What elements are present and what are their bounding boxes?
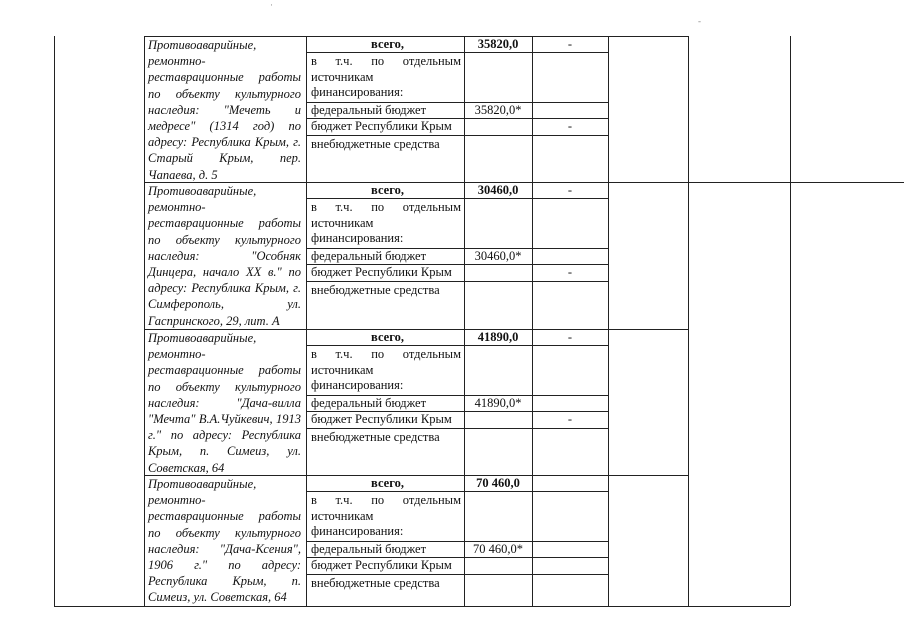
total-dash: -: [567, 330, 573, 344]
scan-mark-top-left: ·: [270, 0, 273, 10]
federal-label: федеральный бюджет: [311, 542, 427, 556]
crimea-label: бюджет Республики Крым: [311, 119, 452, 133]
total-dash: -: [567, 37, 573, 51]
table-column-line: [608, 36, 609, 606]
split-label: в т.ч. по отдельным источникам финансирования:: [311, 493, 461, 538]
row-line: [306, 281, 608, 282]
table-border-bottom: [54, 606, 790, 607]
crimea-dash: -: [567, 119, 573, 133]
federal-value: 35820,0*: [474, 103, 522, 117]
split-label: в т.ч. по отдельным источникам финансирования:: [311, 200, 461, 245]
object-description: Противоаварийные, ремонтно-реставрационные работы по объекту культурного наследия: "Мечеть и медресе" (1314 год) по адресу: Республика Крым, г. Старый Крым, пер. Чапаева, д. 5: [148, 38, 301, 182]
split-label: в т.ч. по отдельным источникам финансирования:: [311, 347, 461, 392]
crimea-label: бюджет Республики Крым: [311, 412, 452, 426]
extra-label: внебюджетные средства: [311, 137, 440, 151]
total-label: всего,: [371, 330, 404, 344]
total-dash: -: [567, 183, 573, 197]
crimea-dash: -: [567, 412, 573, 426]
table-column-line: [790, 36, 791, 606]
crimea-label: бюджет Республики Крым: [311, 265, 452, 279]
object-description: Противоаварийные, ремонтно-реставрационные работы по объекту культурного наследия: "Особняк Динцера, начало XX в." по адресу: Республика Крым, г. Симферополь, ул. Гаспринского, 29, лит. А: [148, 184, 301, 328]
extra-label: внебюджетные средства: [311, 430, 440, 444]
total-value: 35820,0: [477, 37, 519, 51]
federal-value: 41890,0*: [474, 396, 522, 410]
table-column-line: [306, 36, 307, 606]
federal-label: федеральный бюджет: [311, 396, 427, 410]
row-line: [306, 135, 608, 136]
total-label: всего,: [371, 183, 404, 197]
federal-value: 70 460,0*: [473, 542, 523, 556]
object-description: Противоаварийные, ремонтно-реставрационные работы по объекту культурного наследия: "Дача-Ксения", 1906 г." по адресу: Республика Крым, п. Симеиз, ул. Советская, 64: [148, 477, 301, 605]
federal-label: федеральный бюджет: [311, 103, 427, 117]
crimea-dash: -: [567, 265, 573, 279]
total-label: всего,: [371, 37, 404, 51]
table-column-line: [688, 36, 689, 606]
extra-label: внебюджетные средства: [311, 576, 440, 590]
table-column-line: [144, 36, 145, 606]
table-border-left: [54, 36, 55, 606]
split-label: в т.ч. по отдельным источникам финансирования:: [311, 54, 461, 99]
total-value: 41890,0: [477, 330, 519, 344]
extra-label: внебюджетные средства: [311, 283, 440, 297]
table-column-line: [532, 36, 533, 606]
crimea-label: бюджет Республики Крым: [311, 558, 452, 572]
table-column-line: [464, 36, 465, 606]
federal-value: 30460,0*: [474, 249, 522, 263]
federal-label: федеральный бюджет: [311, 249, 427, 263]
row-line: [306, 574, 608, 575]
total-value: 70 460,0: [476, 476, 520, 490]
object-description: Противоаварийные, ремонтно-реставрационные работы по объекту культурного наследия: "Дача-вилла "Мечта" В.А.Чуйкевич, 1913 г." по адресу: Республика Крым, п. Симеиз, ул. Советская, 64: [148, 331, 301, 475]
scan-mark-top-right: -: [698, 16, 701, 26]
total-value: 30460,0: [477, 183, 519, 197]
total-label: всего,: [371, 476, 404, 490]
row-line: [306, 428, 608, 429]
